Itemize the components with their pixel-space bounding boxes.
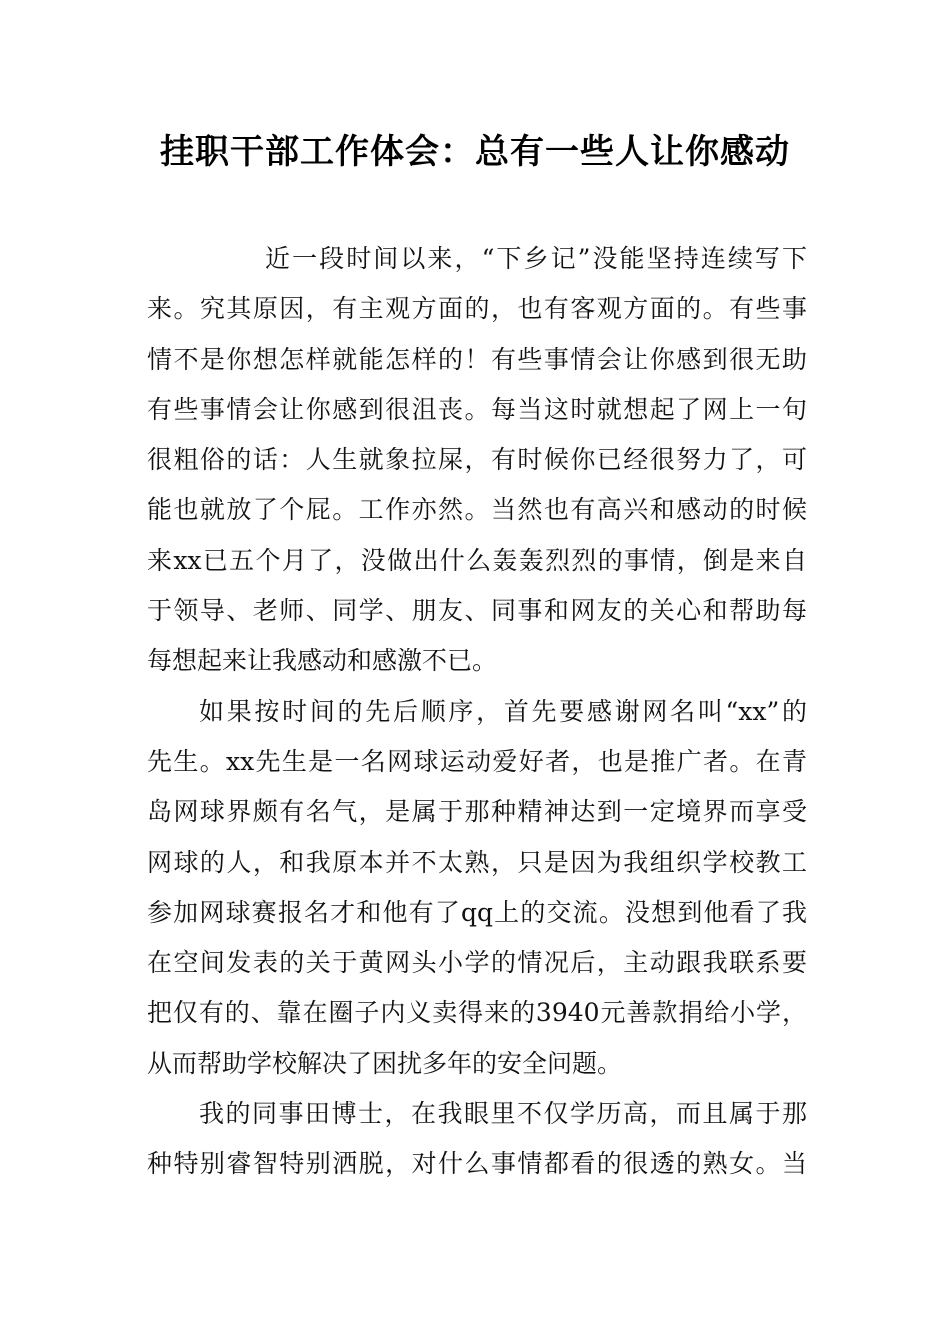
- paragraph-line: 从而帮助学校解决了困扰多年的安全问题。: [147, 1048, 623, 1078]
- paragraph-line: 能也就放了个屁。工作亦然。当然也有高兴和感动的时候: [147, 495, 807, 525]
- document-title: 挂职干部工作体会：总有一些人让你感动: [160, 132, 790, 172]
- paragraph-line: 参加网球赛报名才和他有了qq上的交流。没想到他看了我: [147, 897, 807, 927]
- paragraph-2: [147, 687, 807, 1089]
- paragraph-line: 岛网球界颇有名气，是属于那种精神达到一定境界而享受: [147, 797, 807, 827]
- paragraph-line: 网球的人，和我原本并不太熟，只是因为我组织学校教工: [147, 847, 807, 877]
- paragraph-line: 有些事情会让你感到很沮丧。每当这时就想起了网上一句: [147, 394, 807, 424]
- paragraph-line: 每想起来让我感动和感激不已。: [147, 646, 498, 676]
- paragraph-1: [147, 234, 807, 687]
- paragraph-line: 于领导、老师、同学、朋友、同事和网友的关心和帮助每: [147, 596, 807, 626]
- paragraph-line: 如果按时间的先后顺序，首先要感谢网名叫“xx”的: [199, 696, 807, 726]
- paragraph-3: [147, 1089, 807, 1190]
- paragraph-line: 来xx已五个月了，没做出什么轰轰烈烈的事情，倒是来自: [147, 545, 807, 575]
- paragraph-line: 在空间发表的关于黄网头小学的情况后，主动跟我联系要: [147, 948, 807, 978]
- paragraph-line: 来。究其原因，有主观方面的，也有客观方面的。有些事: [147, 294, 807, 324]
- paragraph-line: 近一段时间以来，“下乡记”没能坚持连续写下: [265, 244, 807, 273]
- paragraph-line: 我的同事田博士，在我眼里不仅学历高，而且属于那: [199, 1099, 807, 1129]
- paragraph-line: 先生。xx先生是一名网球运动爱好者，也是推广者。在青: [147, 746, 807, 776]
- paragraph-line: 把仅有的、靠在圈子内义卖得来的3940元善款捐给小学，: [147, 998, 807, 1028]
- paragraph-line: 情不是你想怎样就能怎样的！有些事情会让你感到很无助: [147, 344, 807, 374]
- document-body: [147, 234, 807, 1190]
- paragraph-line: 种特别睿智特别洒脱，对什么事情都看的很透的熟女。当: [147, 1149, 807, 1179]
- paragraph-line: 很粗俗的话：人生就象拉屎，有时候你已经很努力了，可: [147, 445, 807, 475]
